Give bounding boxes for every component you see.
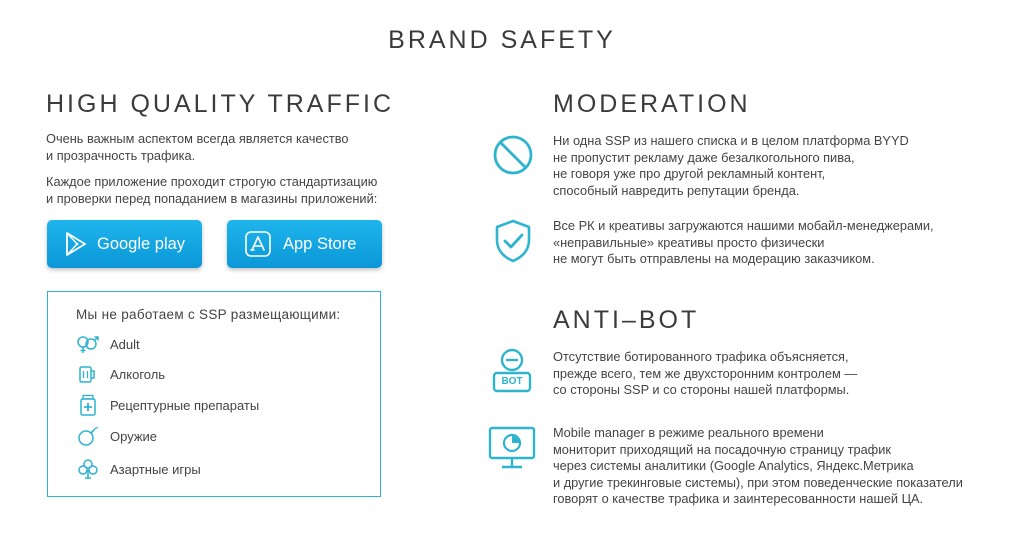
app-store-label: App Store: [283, 234, 357, 253]
clubs-icon: [76, 458, 100, 480]
app-store-icon: [245, 231, 271, 257]
bot-icon: BOT: [486, 347, 538, 395]
page-title: BRAND SAFETY: [388, 26, 616, 54]
restricted-item-weapons: Оружие: [76, 425, 157, 447]
shield-check-icon: [489, 217, 537, 265]
moderation-text-2: Все РК и креативы загружаются нашими мобайл-менеджерами, «неправильные» креативы просто физически не могут быть отправлены на модерацию заказчиком.: [553, 218, 934, 266]
restricted-item-alcohol: Алкоголь: [76, 363, 165, 385]
high-quality-traffic-title: HIGH QUALITY TRAFFIC: [46, 90, 395, 118]
prohibited-icon: [489, 131, 537, 179]
restricted-item-gambling: Азартные игры: [76, 458, 201, 480]
pills-icon: [76, 394, 100, 416]
gender-icon: [76, 333, 100, 355]
google-play-icon: [65, 232, 87, 256]
restricted-item-adult: Adult: [76, 333, 140, 355]
restricted-content-box: [47, 291, 381, 497]
moderation-title: MODERATION: [553, 90, 751, 118]
antibot-text-2: Mobile manager в режиме реального времени мониторит приходящий на посадочную страницу трафик через системы аналитики (Google Analytics, Яндекс.Метрика и другие трекинговые системы), при этом поведенческие показатели говорят о качестве трафика и заинтересованности нашей ЦА.: [553, 425, 963, 506]
bomb-icon: [76, 425, 100, 447]
restricted-heading: Мы не работаем с SSP размещающими:: [76, 307, 341, 322]
moderation-text-1: Ни одна SSP из нашего списка и в целом платформа BYYD не пропустит рекламу даже безалкогольного пива, не говоря уже про другой рекламный контент, способный навредить репутации бренда.: [553, 133, 909, 198]
traffic-paragraph-1: Очень важным аспектом всегда является качество и прозрачность трафика.: [46, 131, 349, 163]
antibot-title: ANTI–BOT: [553, 306, 700, 334]
beer-icon: [76, 363, 100, 385]
google-play-label: Google play: [97, 234, 186, 253]
traffic-paragraph-2: Каждое приложение проходит строгую стандартизацию и проверки перед попаданием в магазины приложений:: [46, 174, 378, 206]
google-play-button[interactable]: [47, 220, 202, 268]
antibot-text-1: Отсутствие ботированного трафика объясняется, прежде всего, тем же двухсторонним контролем — со стороны SSP и со стороны нашей платформы.: [553, 349, 858, 397]
monitor-chart-icon: [486, 424, 538, 472]
app-store-button[interactable]: [227, 220, 382, 268]
restricted-item-pills: Рецептурные препараты: [76, 394, 259, 416]
